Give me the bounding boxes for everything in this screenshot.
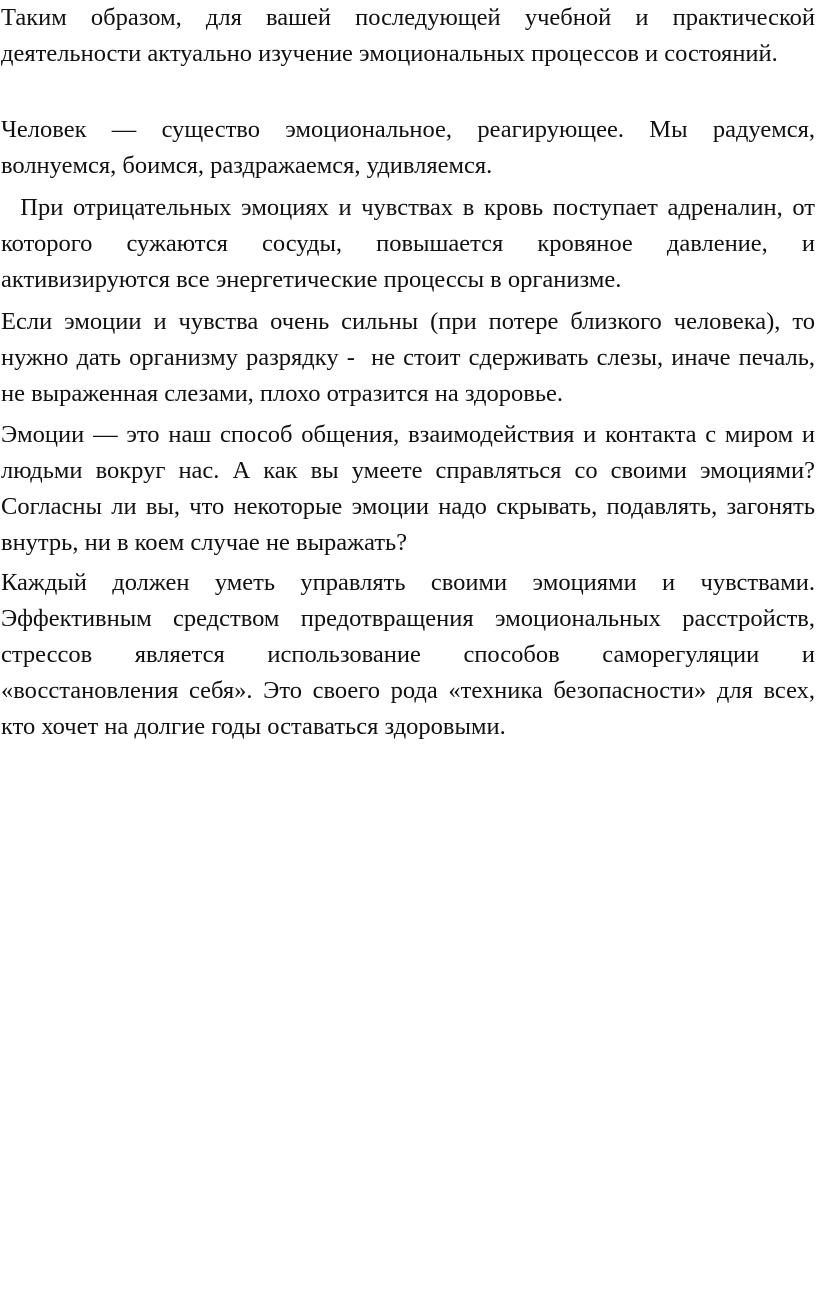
paragraph-6: Каждый должен уметь управлять своими эмоциями и чувствами. Эффективным средством предотвращения эмоциональных расстройств, стрессов является использование способов саморегуляции и «восстановления себя». Это своего рода «техника безопасности» для всех, кто хочет на долгие годы оставаться здоровыми. xyxy=(1,569,815,740)
paragraph-3: При отрицательных эмоциях и чувствах в кровь поступает адреналин, от которого сужаются сосуды, повышается кровяное давление, и активизируются все энергетические процессы в организме. xyxy=(1,194,815,293)
paragraph-1: Таким образом, для вашей последующей учебной и практической деятельности актуально изучение эмоциональных процессов и состояний. xyxy=(1,4,815,67)
paragraph-5: Эмоции — это наш способ общения, взаимодействия и контакта с миром и людьми вокруг нас. А как вы умеете справляться со своими эмоциями? Согласны ли вы, что некоторые эмоции надо скрывать, подавлять, загонять внутрь, ни в коем случае не выражать? xyxy=(1,421,815,556)
paragraph-2: Человек — существо эмоциональное, реагирующее. Мы радуемся, волнуемся, боимся, раздражаемся, удивляемся. xyxy=(1,116,815,179)
paragraph-4: Если эмоции и чувства очень сильны (при потере близкого человека), то нужно дать организму разрядку - не стоит сдерживать слезы, иначе печаль, не выраженная слезами, плохо отразится на здоровье. xyxy=(1,308,815,407)
